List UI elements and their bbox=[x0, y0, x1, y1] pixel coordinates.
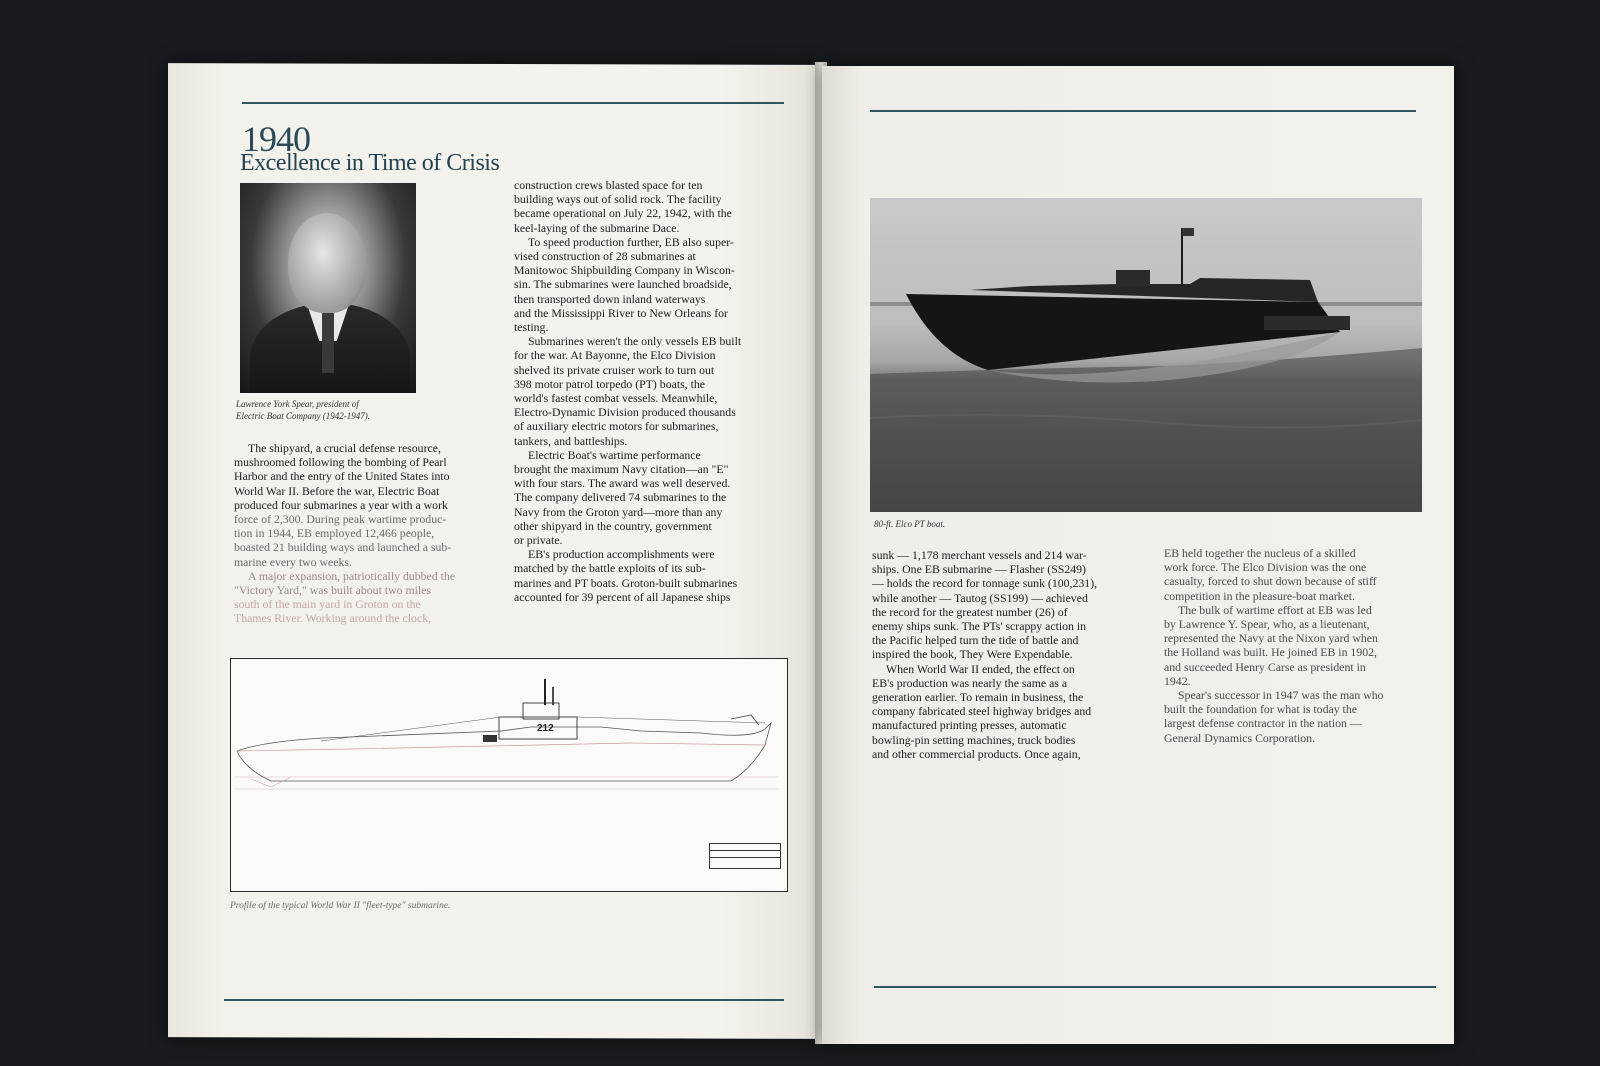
drawing-caption: Profile of the typical World War II "fleet-type" submarine. bbox=[230, 901, 451, 911]
text-line: The bulk of wartime effort at EB was led bbox=[1178, 602, 1372, 617]
portrait-tie bbox=[322, 313, 334, 373]
text-line: then transported down inland waterways bbox=[514, 291, 706, 306]
text-line: marine every two weeks. bbox=[234, 554, 352, 569]
text-line: and the Mississippi River to New Orleans for bbox=[514, 305, 728, 320]
text-line: Spear's successor in 1947 was the man who bbox=[1178, 688, 1384, 703]
portrait-caption bbox=[236, 398, 436, 422]
text-line: for the war. At Bayonne, the Elco Division bbox=[514, 348, 716, 363]
drawing-title-block bbox=[709, 843, 781, 869]
text-line: and other commercial products. Once again, bbox=[872, 746, 1081, 761]
text-line: of auxiliary electric motors for submarines, bbox=[514, 419, 719, 434]
right-top-rule bbox=[870, 110, 1416, 112]
text-line: marines and PT boats. Groton-built submarines bbox=[514, 575, 738, 590]
left-column-2 bbox=[514, 178, 784, 604]
text-line: A major expansion, patriotically dubbed the bbox=[248, 568, 456, 583]
text-line: tankers, and battleships. bbox=[514, 433, 628, 448]
text-line: while another — Tautog (SS199) — achieved bbox=[872, 590, 1088, 605]
text-line: or private. bbox=[514, 533, 563, 548]
right-column-2 bbox=[1164, 546, 1434, 745]
right-column-1 bbox=[872, 548, 1142, 761]
text-line: General Dynamics Corporation. bbox=[1164, 730, 1316, 745]
text-line: and succeeded Henry Carse as president in bbox=[1164, 659, 1366, 674]
text-line: ships. One EB submarine — Flasher (SS249) bbox=[872, 562, 1086, 577]
text-line: casualty, forced to shut down because of stiff bbox=[1164, 574, 1377, 589]
text-line: manufactured printing presses, automatic bbox=[872, 718, 1067, 733]
text-line: largest defense contractor in the nation — bbox=[1164, 716, 1362, 731]
pt-boat-svg bbox=[870, 198, 1422, 512]
text-line: matched by the battle exploits of its sub- bbox=[514, 561, 706, 576]
text-line: Electric Boat's wartime performance bbox=[528, 447, 701, 462]
pt-boat-photo bbox=[870, 198, 1422, 512]
text-line: Navy from the Groton yard—more than any bbox=[514, 504, 723, 519]
text-line: by Lawrence Y. Spear, who, as a lieutenant, bbox=[1164, 617, 1370, 632]
text-line: the Holland was built. He joined EB in 1902, bbox=[1164, 645, 1377, 660]
text-line: building ways out of solid rock. The facility bbox=[514, 192, 722, 207]
year-heading: 1940 bbox=[242, 119, 310, 159]
text-line: company fabricated steel highway bridges and bbox=[872, 704, 1092, 719]
text-line: generation earlier. To remain in business, the bbox=[872, 690, 1084, 705]
text-line: bowling-pin setting machines, truck bodies bbox=[872, 732, 1076, 747]
text-line: competition in the pleasure-boat market. bbox=[1164, 588, 1355, 603]
text-line: Thames River. Working around the clock, bbox=[234, 611, 432, 626]
text-line: sin. The submarines were launched broadside, bbox=[514, 277, 732, 292]
submarine-drawing-svg bbox=[231, 659, 787, 891]
portrait-photo bbox=[240, 183, 416, 393]
text-line: 1942. bbox=[1164, 673, 1191, 688]
left-column-1 bbox=[234, 441, 474, 626]
text-line: Harbor and the entry of the United States into bbox=[234, 469, 450, 484]
hull-number: 212 bbox=[537, 723, 554, 734]
text-line: shelved its private cruiser work to turn out bbox=[514, 362, 715, 377]
portrait-caption-line: Electric Boat Company (1942-1947). bbox=[236, 411, 370, 421]
text-line: Electro-Dynamic Division produced thousands bbox=[514, 405, 736, 420]
text-line: the Pacific helped turn the tide of battle and bbox=[872, 633, 1079, 648]
text-line: the record for the greatest number (26) of bbox=[872, 604, 1068, 619]
text-line: EB's production was nearly the same as a bbox=[872, 675, 1068, 690]
text-line: brought the maximum Navy citation—an "E" bbox=[514, 462, 729, 477]
text-line: The shipyard, a crucial defense resource, bbox=[248, 441, 441, 455]
portrait-head bbox=[288, 213, 366, 313]
left-bottom-rule bbox=[224, 999, 784, 1001]
pt-boat-caption: 80-ft. Elco PT boat. bbox=[874, 519, 946, 529]
text-line: with four stars. The award was well deserved. bbox=[514, 476, 731, 491]
text-line: EB held together the nucleus of a skilled bbox=[1164, 546, 1356, 560]
text-line: To speed production further, EB also super- bbox=[528, 234, 734, 249]
right-bottom-rule bbox=[874, 986, 1436, 988]
text-line: accounted for 39 percent of all Japanese ships bbox=[514, 589, 731, 604]
text-line: World War II. Before the war, Electric Boat bbox=[234, 483, 440, 498]
text-line: represented the Navy at the Nixon yard when bbox=[1164, 631, 1378, 646]
text-line: Manitowoc Shipbuilding Company in Wiscon- bbox=[514, 263, 735, 278]
text-line: work force. The Elco Division was the one bbox=[1164, 560, 1367, 575]
text-line: produced four submarines a year with a work bbox=[234, 497, 448, 512]
text-line: force of 2,300. During peak wartime produc- bbox=[234, 512, 447, 527]
text-line: tion in 1944, EB employed 12,466 people, bbox=[234, 526, 435, 541]
left-top-rule bbox=[242, 102, 784, 104]
text-line: world's fastest combat vessels. Meanwhile, bbox=[514, 391, 718, 406]
text-line: other shipyard in the country, government bbox=[514, 518, 712, 533]
text-line: testing. bbox=[514, 320, 549, 335]
text-line: became operational on July 22, 1942, with the bbox=[514, 206, 732, 221]
text-line: — holds the record for tonnage sunk (100,231), bbox=[872, 576, 1098, 591]
submarine-profile-drawing bbox=[230, 658, 788, 892]
text-line: keel-laying of the submarine Dace. bbox=[514, 220, 680, 235]
text-line: Submarines weren't the only vessels EB built bbox=[528, 334, 742, 349]
text-line: inspired the book, They Were Expendable. bbox=[872, 647, 1073, 662]
text-line: EB's production accomplishments were bbox=[528, 547, 715, 562]
text-line: 398 motor patrol torpedo (PT) boats, the bbox=[514, 376, 706, 391]
text-line: construction crews blasted space for ten bbox=[514, 178, 703, 192]
text-line: The company delivered 74 submarines to the bbox=[514, 490, 727, 505]
text-line: south of the main yard in Groton on the bbox=[234, 597, 421, 612]
text-line: vised construction of 28 submarines at bbox=[514, 249, 696, 264]
text-line: built the foundation for what is today the bbox=[1164, 702, 1357, 717]
text-line: boasted 21 building ways and launched a sub- bbox=[234, 540, 452, 555]
section-headline: Excellence in Time of Crisis bbox=[240, 150, 500, 176]
text-line: mushroomed following the bombing of Pearl bbox=[234, 455, 447, 470]
portrait-caption-line: Lawrence York Spear, president of bbox=[236, 399, 359, 409]
text-line: When World War II ended, the effect on bbox=[886, 661, 1075, 676]
text-line: "Victory Yard," was built about two miles bbox=[234, 583, 432, 598]
text-line: sunk — 1,178 merchant vessels and 214 war- bbox=[872, 548, 1087, 562]
text-line: enemy ships sunk. The PTs' scrappy action in bbox=[872, 619, 1087, 634]
